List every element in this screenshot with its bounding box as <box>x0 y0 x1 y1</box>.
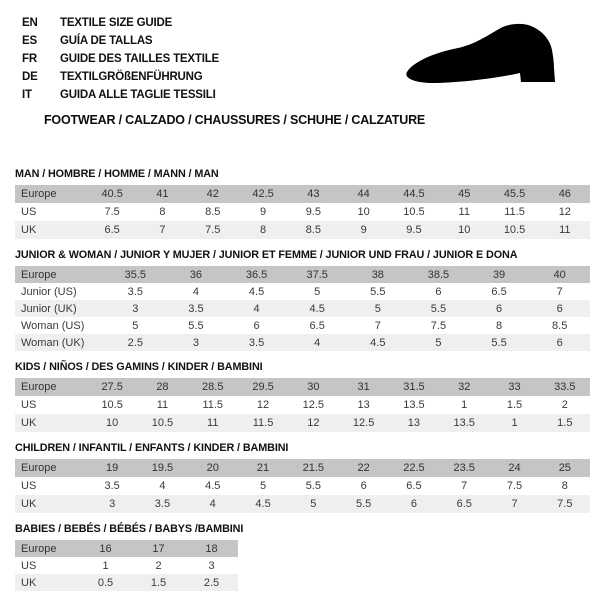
size-table <box>15 266 590 351</box>
row-label: US <box>21 480 37 492</box>
size-value: 31 <box>357 381 370 393</box>
table-title: KIDS / NIÑOS / DES GAMINS / KINDER / BAMBINI <box>15 361 263 373</box>
size-value: 6.5 <box>309 319 325 332</box>
size-value: 10 <box>458 224 471 236</box>
table-row <box>15 334 590 351</box>
size-value: 17 <box>152 542 165 555</box>
size-value: 22.5 <box>403 462 425 474</box>
language-code: ES <box>22 35 37 47</box>
row-label: Europe <box>21 462 57 474</box>
size-value: 27.5 <box>101 381 123 393</box>
size-value: 7.5 <box>557 498 573 510</box>
row-label: Europe <box>21 268 57 281</box>
size-value: 6 <box>556 336 563 349</box>
size-value: 46 <box>558 188 571 200</box>
size-value: 2.5 <box>203 576 220 589</box>
table-title: MAN / HOMBRE / HOMME / MANN / MAN <box>15 168 219 180</box>
size-value: 41 <box>156 188 169 200</box>
size-value: 11.5 <box>252 417 274 429</box>
size-value: 12.5 <box>352 417 375 429</box>
size-value: 5.5 <box>430 302 447 315</box>
size-value: 2 <box>561 399 568 411</box>
size-value: 4 <box>314 336 321 349</box>
size-value: 7 <box>511 498 518 510</box>
size-value: 3.5 <box>188 302 204 315</box>
size-value: 1.5 <box>150 576 167 589</box>
size-value: 9 <box>259 206 267 218</box>
size-value: 5 <box>374 302 381 315</box>
size-value: 6.5 <box>104 224 120 236</box>
size-value: 20 <box>206 462 219 474</box>
size-value: 10.5 <box>101 399 123 411</box>
size-value: 3.5 <box>154 498 171 510</box>
size-tables <box>15 168 590 601</box>
size-value: 6 <box>410 498 417 510</box>
size-value: 32 <box>458 381 471 393</box>
size-value: 42 <box>206 188 219 200</box>
size-value: 25 <box>558 462 571 474</box>
size-value: 1 <box>461 399 468 411</box>
size-value: 4 <box>253 302 260 315</box>
size-value: 40 <box>553 268 566 281</box>
size-value: 28.5 <box>202 381 224 393</box>
size-value: 3.5 <box>127 285 143 298</box>
size-value: 16 <box>99 542 112 555</box>
table-row <box>15 221 590 239</box>
language-code: DE <box>22 71 38 83</box>
table-row <box>15 266 590 283</box>
size-value: 12 <box>558 206 571 218</box>
shoe-icon <box>400 22 580 100</box>
row-label: US <box>21 399 37 411</box>
size-value: 44.5 <box>403 188 425 200</box>
size-value: 9.5 <box>406 224 422 236</box>
size-value: 6 <box>556 302 563 315</box>
size-value: 11 <box>207 417 219 429</box>
row-label: Europe <box>21 188 57 200</box>
size-value: 11 <box>156 399 169 411</box>
size-value: 19.5 <box>151 462 174 474</box>
row-label: UK <box>21 417 37 429</box>
size-value: 45 <box>458 188 471 200</box>
table-row <box>15 477 590 495</box>
table-row <box>15 557 238 574</box>
row-label: US <box>21 206 37 218</box>
size-value: 11.5 <box>202 399 224 411</box>
language-code: IT <box>22 89 32 101</box>
size-value: 7.5 <box>506 480 523 492</box>
language-title: GUIDA ALLE TAGLIE TESSILI <box>60 89 216 101</box>
size-value: 33.5 <box>554 381 576 393</box>
size-value: 5 <box>259 480 267 492</box>
size-value: 7.5 <box>104 206 120 218</box>
row-label: UK <box>21 576 37 589</box>
size-value: 7 <box>461 480 468 492</box>
row-label: UK <box>21 224 37 236</box>
size-value: 21.5 <box>302 462 325 474</box>
table-row <box>15 574 238 591</box>
size-value: 3 <box>208 559 215 572</box>
row-label: Woman (US) <box>21 319 85 332</box>
language-title: GUIDE DES TAILLES TEXTILE <box>60 53 219 65</box>
size-value: 6 <box>360 480 367 492</box>
size-value: 13 <box>407 417 421 429</box>
size-value: 0.5 <box>97 576 114 589</box>
language-code: FR <box>22 53 37 65</box>
size-value: 3 <box>109 498 116 510</box>
size-value: 9 <box>360 224 367 236</box>
size-table-children <box>15 442 590 513</box>
size-value: 8 <box>159 206 166 218</box>
size-value: 38 <box>371 268 384 281</box>
size-value: 7 <box>556 285 563 298</box>
size-value: 8 <box>259 224 267 236</box>
table-row <box>15 459 590 477</box>
size-value: 8.5 <box>305 224 321 236</box>
size-value: 8.5 <box>205 206 221 218</box>
size-value: 18 <box>205 542 218 555</box>
size-value: 7 <box>374 319 381 332</box>
table-row <box>15 414 590 432</box>
size-table-man <box>15 168 590 239</box>
size-value: 36 <box>189 268 203 281</box>
size-value: 42.5 <box>252 188 274 200</box>
size-value: 13.5 <box>403 399 425 411</box>
row-label: Junior (US) <box>21 285 77 298</box>
size-value: 1 <box>102 559 109 572</box>
size-value: 1 <box>511 417 518 429</box>
size-value: 45.5 <box>503 188 526 200</box>
size-value: 4 <box>192 285 199 298</box>
size-value: 31.5 <box>403 381 425 393</box>
size-value: 4.5 <box>309 302 325 315</box>
size-value: 3 <box>192 336 199 349</box>
row-label: Junior (UK) <box>21 302 77 315</box>
size-value: 5.5 <box>305 480 321 492</box>
size-value: 8 <box>561 480 568 492</box>
size-value: 6 <box>496 302 503 315</box>
size-value: 7 <box>159 224 166 236</box>
size-value: 4.5 <box>255 498 271 510</box>
size-value: 12.5 <box>302 399 325 411</box>
size-table-junior-woman <box>15 249 590 351</box>
size-value: 38.5 <box>427 268 450 281</box>
size-value: 29.5 <box>252 381 274 393</box>
size-value: 5.5 <box>491 336 507 349</box>
size-table <box>15 540 238 591</box>
size-value: 11 <box>458 206 470 218</box>
table-row <box>15 185 590 203</box>
size-value: 30 <box>307 381 320 393</box>
size-value: 24 <box>508 462 521 474</box>
size-value: 10 <box>106 417 119 429</box>
size-value: 9.5 <box>305 206 321 218</box>
size-value: 23.5 <box>453 462 475 474</box>
row-label: UK <box>21 498 37 510</box>
table-row <box>15 396 590 414</box>
size-value: 4.5 <box>370 336 386 349</box>
size-value: 12 <box>307 417 320 429</box>
size-value: 2 <box>155 559 162 572</box>
size-value: 5 <box>310 498 317 510</box>
size-value: 3.5 <box>248 336 265 349</box>
size-value: 44 <box>357 188 370 200</box>
table-row <box>15 378 590 396</box>
size-value: 39 <box>492 268 506 281</box>
language-code: EN <box>22 17 38 29</box>
table-title: CHILDREN / INFANTIL / ENFANTS / KINDER / BAMBINI <box>15 442 289 454</box>
row-label: Europe <box>21 542 57 555</box>
size-value: 2.5 <box>127 336 143 349</box>
size-table-babies <box>15 523 590 591</box>
size-value: 5 <box>435 336 442 349</box>
row-label: Europe <box>21 381 57 393</box>
row-label: Woman (UK) <box>21 336 85 349</box>
size-value: 4.5 <box>248 285 265 298</box>
size-value: 5 <box>314 285 321 298</box>
size-value: 12 <box>256 399 270 411</box>
table-row <box>15 317 590 334</box>
size-value: 28 <box>156 381 169 393</box>
size-value: 4.5 <box>205 480 221 492</box>
size-value: 8 <box>496 319 503 332</box>
size-value: 6.5 <box>406 480 422 492</box>
size-value: 43 <box>307 188 320 200</box>
table-title: BABIES / BEBÉS / BÉBÉS / BABYS /BAMBINI <box>15 523 244 535</box>
size-value: 11.5 <box>504 206 525 218</box>
size-value: 6 <box>435 285 442 298</box>
table-row <box>15 300 590 317</box>
size-value: 5.5 <box>370 285 386 298</box>
size-value: 10.5 <box>503 224 526 236</box>
language-title: GUÍA DE TALLAS <box>60 35 153 47</box>
size-value: 1.5 <box>506 399 523 411</box>
size-value: 37.5 <box>306 268 328 281</box>
size-value: 8.5 <box>552 319 568 332</box>
size-table <box>15 459 590 513</box>
table-row <box>15 283 590 300</box>
size-value: 4 <box>209 498 216 510</box>
size-value: 10.5 <box>151 417 174 429</box>
language-title: TEXTILGRÖßENFÜHRUNG <box>60 71 203 83</box>
row-label: US <box>21 559 37 572</box>
size-value: 21 <box>256 462 270 474</box>
category-title: FOOTWEAR / CALZADO / CHAUSSURES / SCHUHE / CALZATURE <box>44 113 426 127</box>
size-value: 7.5 <box>430 319 447 332</box>
size-value: 1.5 <box>557 417 573 429</box>
size-value: 6.5 <box>456 498 472 510</box>
table-title: JUNIOR & WOMAN / JUNIOR Y MUJER / JUNIOR ET FEMME / JUNIOR UND FRAU / JUNIOR E DONA <box>15 249 518 261</box>
size-value: 19 <box>106 462 119 474</box>
size-value: 3 <box>132 302 139 315</box>
size-table <box>15 378 590 432</box>
table-row <box>15 203 590 221</box>
table-row <box>15 540 238 557</box>
size-value: 5.5 <box>188 319 204 332</box>
size-value: 5.5 <box>355 498 372 510</box>
size-value: 5 <box>132 319 139 332</box>
size-value: 22 <box>357 462 370 474</box>
size-value: 6 <box>253 319 260 332</box>
page-header <box>0 0 600 127</box>
size-value: 11 <box>559 224 571 236</box>
size-value: 36.5 <box>245 268 268 281</box>
size-table <box>15 185 590 239</box>
language-title: TEXTILE SIZE GUIDE <box>60 17 173 29</box>
size-value: 35.5 <box>124 268 147 281</box>
size-value: 10.5 <box>403 206 425 218</box>
size-value: 6.5 <box>491 285 507 298</box>
size-value: 13.5 <box>453 417 475 429</box>
size-value: 4 <box>159 480 166 492</box>
size-value: 33 <box>508 381 521 393</box>
size-value: 40.5 <box>101 188 123 200</box>
size-table-kids <box>15 361 590 432</box>
table-row <box>15 495 590 513</box>
size-value: 7.5 <box>205 224 221 236</box>
size-value: 10 <box>357 206 370 218</box>
size-value: 3.5 <box>104 480 120 492</box>
size-value: 13 <box>357 399 370 411</box>
